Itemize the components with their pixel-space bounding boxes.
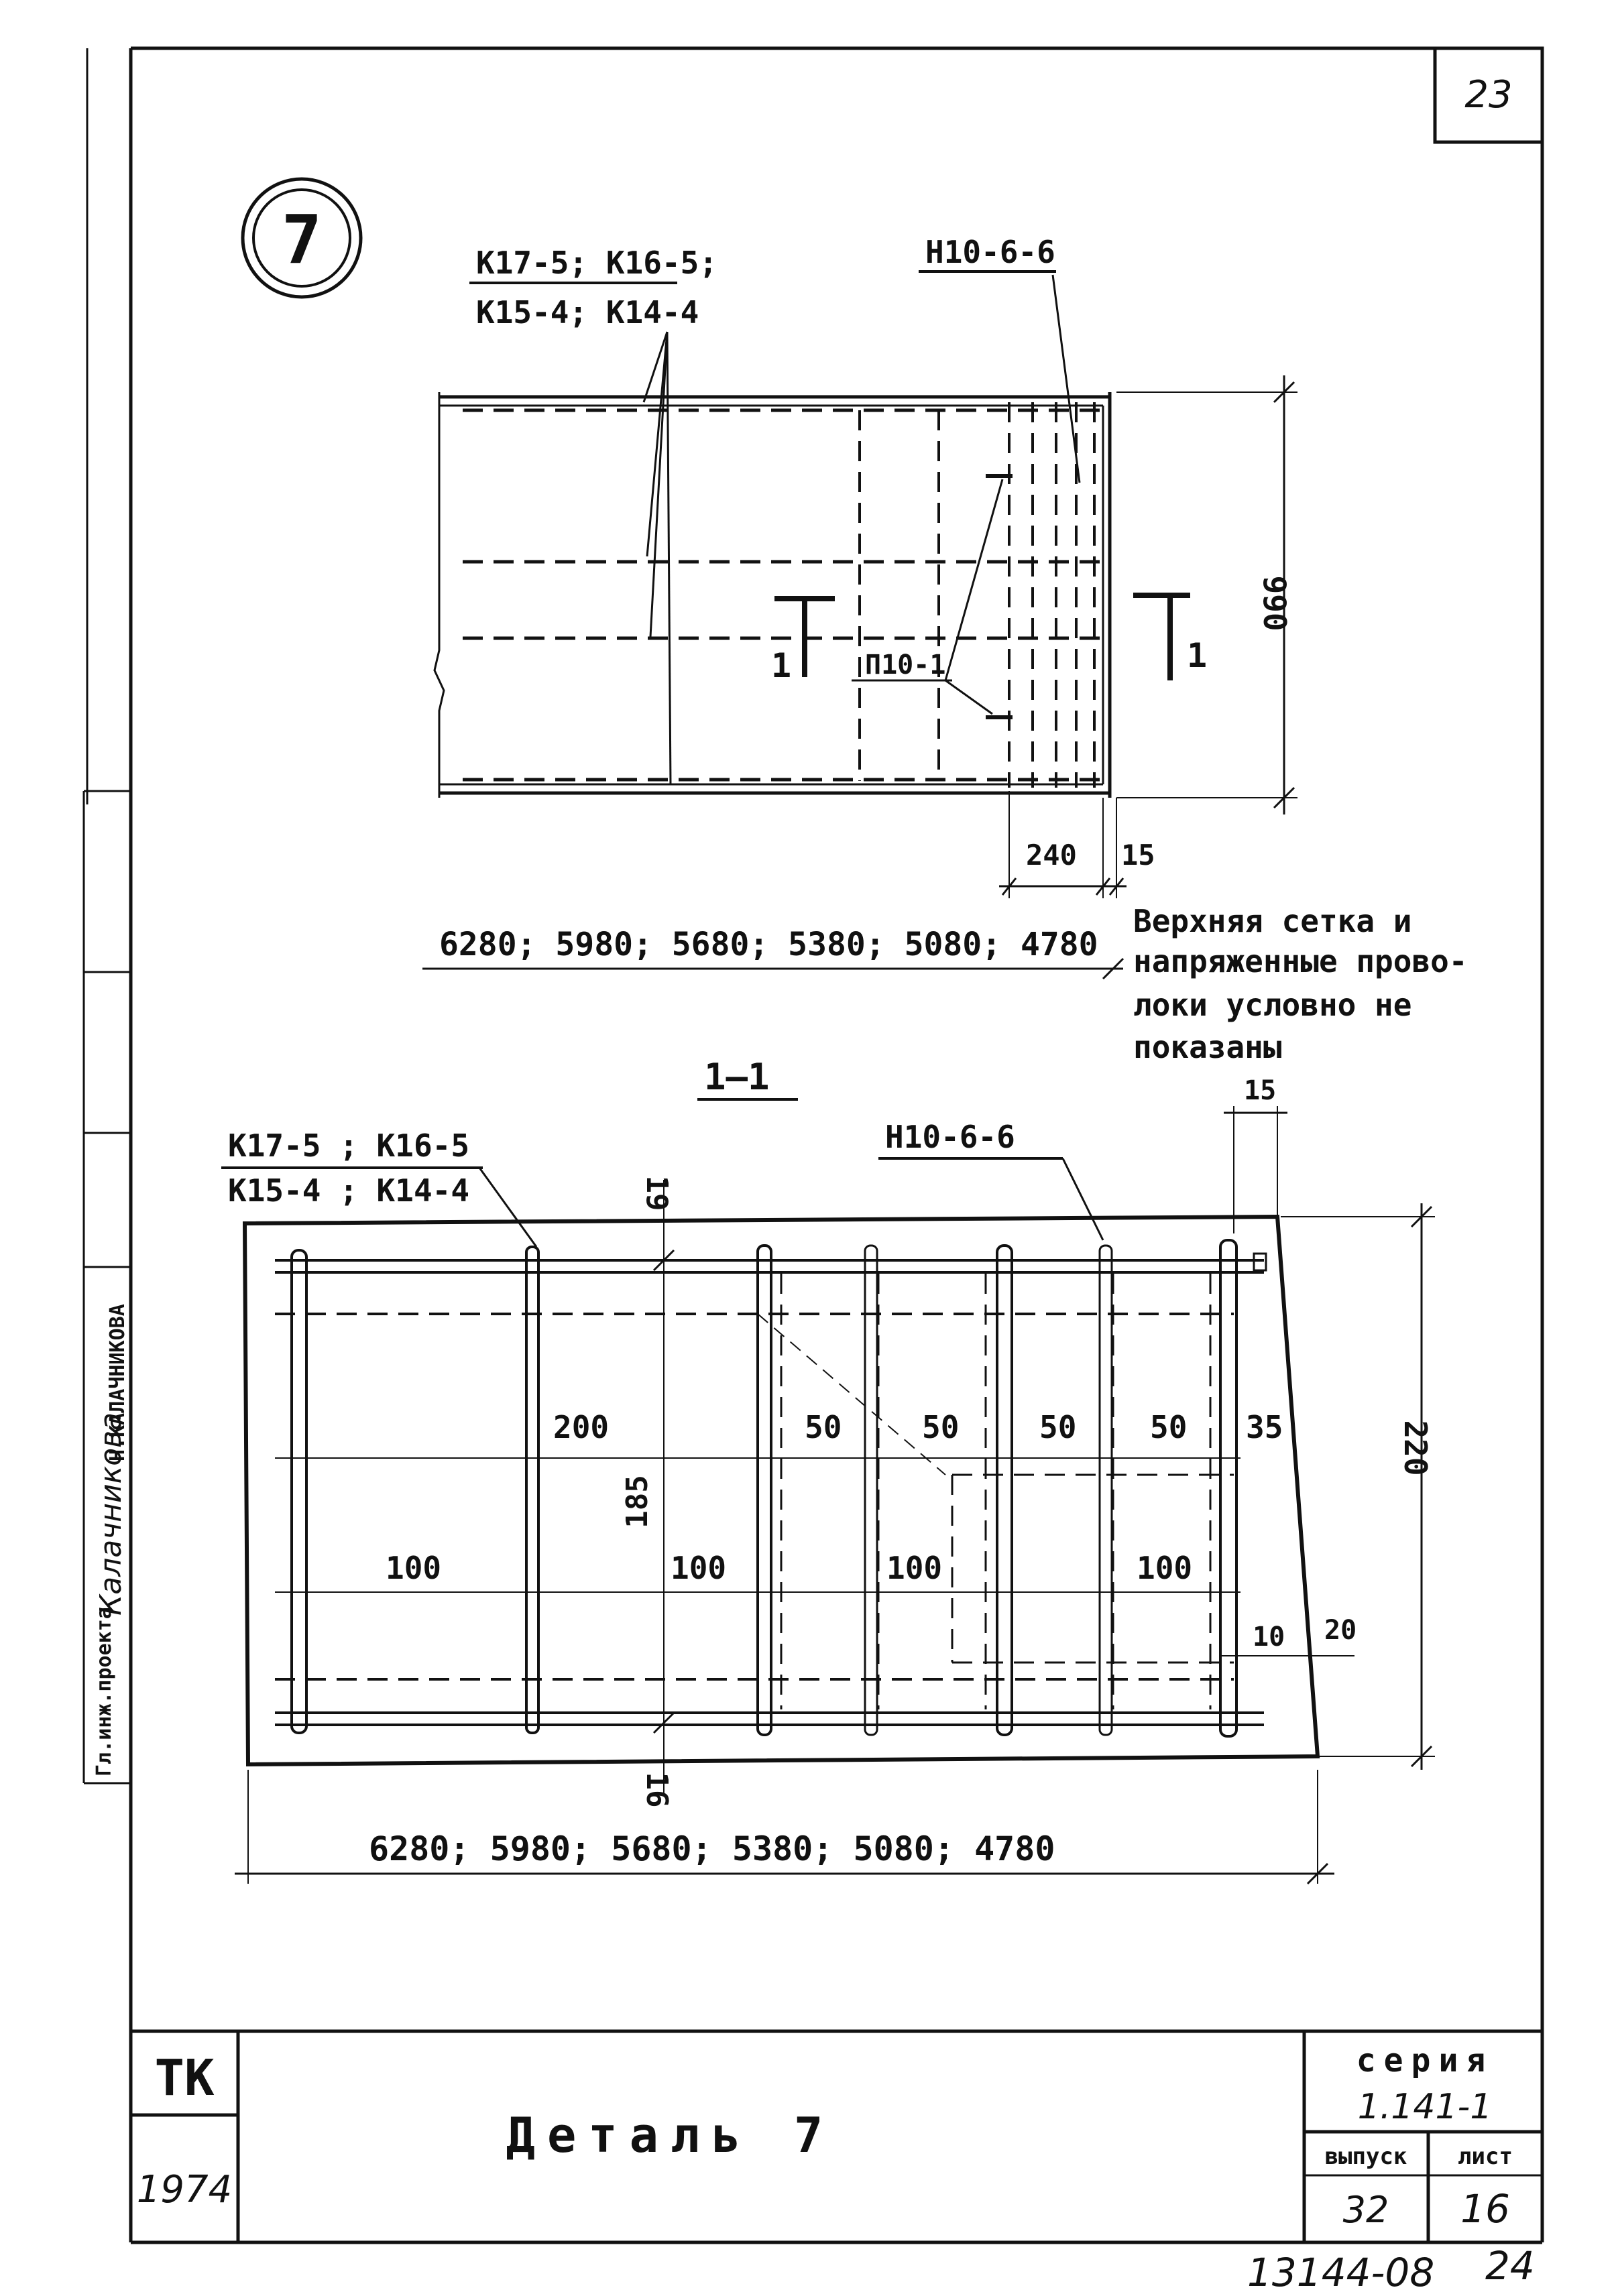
plan-dim-height: 990	[1257, 575, 1293, 631]
inventory-number: 13144-08	[1247, 2250, 1435, 2295]
section-dim-inner-height: 185	[620, 1475, 654, 1528]
side-stamp	[93, 1304, 129, 1776]
series-label: серия	[1356, 2042, 1494, 2079]
plan-loop-label: П10-1	[865, 650, 946, 680]
side-stamp-position: Гл.инж.проекта	[93, 1607, 116, 1776]
detail-marker-number: 7	[281, 200, 323, 279]
section-spacing-upper-4: 50	[1039, 1409, 1077, 1445]
detail-marker	[243, 179, 361, 297]
section-mark-right-label: 1	[1187, 636, 1208, 675]
inventory-suffix: 24	[1485, 2243, 1535, 2289]
plan-frame-label-2: К15-4; К14-4	[476, 294, 699, 330]
section-spacing-upper-5: 50	[1150, 1409, 1188, 1445]
plan-frame-label-1: К17-5; К16-5;	[476, 245, 718, 281]
section-dim-top: 19	[640, 1175, 674, 1211]
series-number: 1.141-1	[1357, 2087, 1493, 2127]
side-stamp-signature: Калачникова	[94, 1412, 128, 1616]
section-mark-left	[771, 599, 835, 685]
issue-label: выпуск	[1324, 2143, 1407, 2170]
section-mark-left-label: 1	[771, 646, 792, 685]
section-spacing-lower-2: 100	[671, 1550, 727, 1586]
plan-mesh-label: Н10-6-6	[925, 234, 1055, 270]
page-number: 23	[1464, 73, 1513, 117]
plan-view	[422, 234, 1468, 1065]
plan-note-line-2: напряженные прово-	[1133, 943, 1468, 979]
section-mesh-label: Н10-6-6	[885, 1119, 1015, 1155]
plan-dim-edge: 240	[1026, 839, 1077, 871]
title-block	[131, 2031, 1542, 2242]
section-frame-label-1: К17-5 ; К16-5	[228, 1128, 470, 1164]
plan-dim-length: 6280; 5980; 5680; 5380; 5080; 4780	[439, 926, 1098, 963]
org-code: ТК	[154, 2049, 215, 2107]
section-spacing-upper-2: 50	[805, 1409, 842, 1445]
plan-note-line-3: локи условно не	[1133, 987, 1412, 1023]
section-frame-label-2: К15-4 ; К14-4	[228, 1172, 470, 1209]
section-spacing-lower-3: 100	[886, 1550, 943, 1586]
section-dim-height: 220	[1397, 1420, 1434, 1476]
sheet-label: лист	[1458, 2143, 1513, 2170]
section-view	[221, 1056, 1435, 1884]
sheet-value: 16	[1460, 2186, 1510, 2232]
plan-dim-cover: 15	[1121, 839, 1155, 871]
section-dim-small-a: 10	[1253, 1622, 1285, 1652]
section-spacing-lower-4: 100	[1137, 1550, 1193, 1586]
plan-note-line-4: показаны	[1133, 1029, 1282, 1065]
section-spacing-upper-1: 200	[553, 1409, 610, 1445]
inventory-stamp	[1247, 2243, 1535, 2295]
section-dim-bottom: 16	[640, 1772, 674, 1808]
section-dim-length: 6280; 5980; 5680; 5380; 5080; 4780	[369, 1829, 1055, 1868]
section-spacing-upper-6: 35	[1246, 1409, 1283, 1445]
issue-value: 32	[1342, 2189, 1389, 2231]
section-title: 1—1	[704, 1056, 770, 1098]
year: 1974	[136, 2168, 233, 2212]
page-number-box	[1435, 48, 1542, 142]
section-dim-top-cover: 15	[1244, 1075, 1277, 1106]
plan-note-line-1: Верхняя сетка и	[1133, 903, 1412, 939]
side-stamp-name: Н.КАЛАЧНИКОВА	[106, 1304, 129, 1461]
section-spacing-lower-1: 100	[386, 1550, 442, 1586]
section-mark-right	[1133, 595, 1207, 680]
section-spacing-upper-3: 50	[922, 1409, 960, 1445]
sheet-title: Деталь 7	[506, 2107, 835, 2163]
section-dim-small-b: 20	[1324, 1615, 1357, 1646]
